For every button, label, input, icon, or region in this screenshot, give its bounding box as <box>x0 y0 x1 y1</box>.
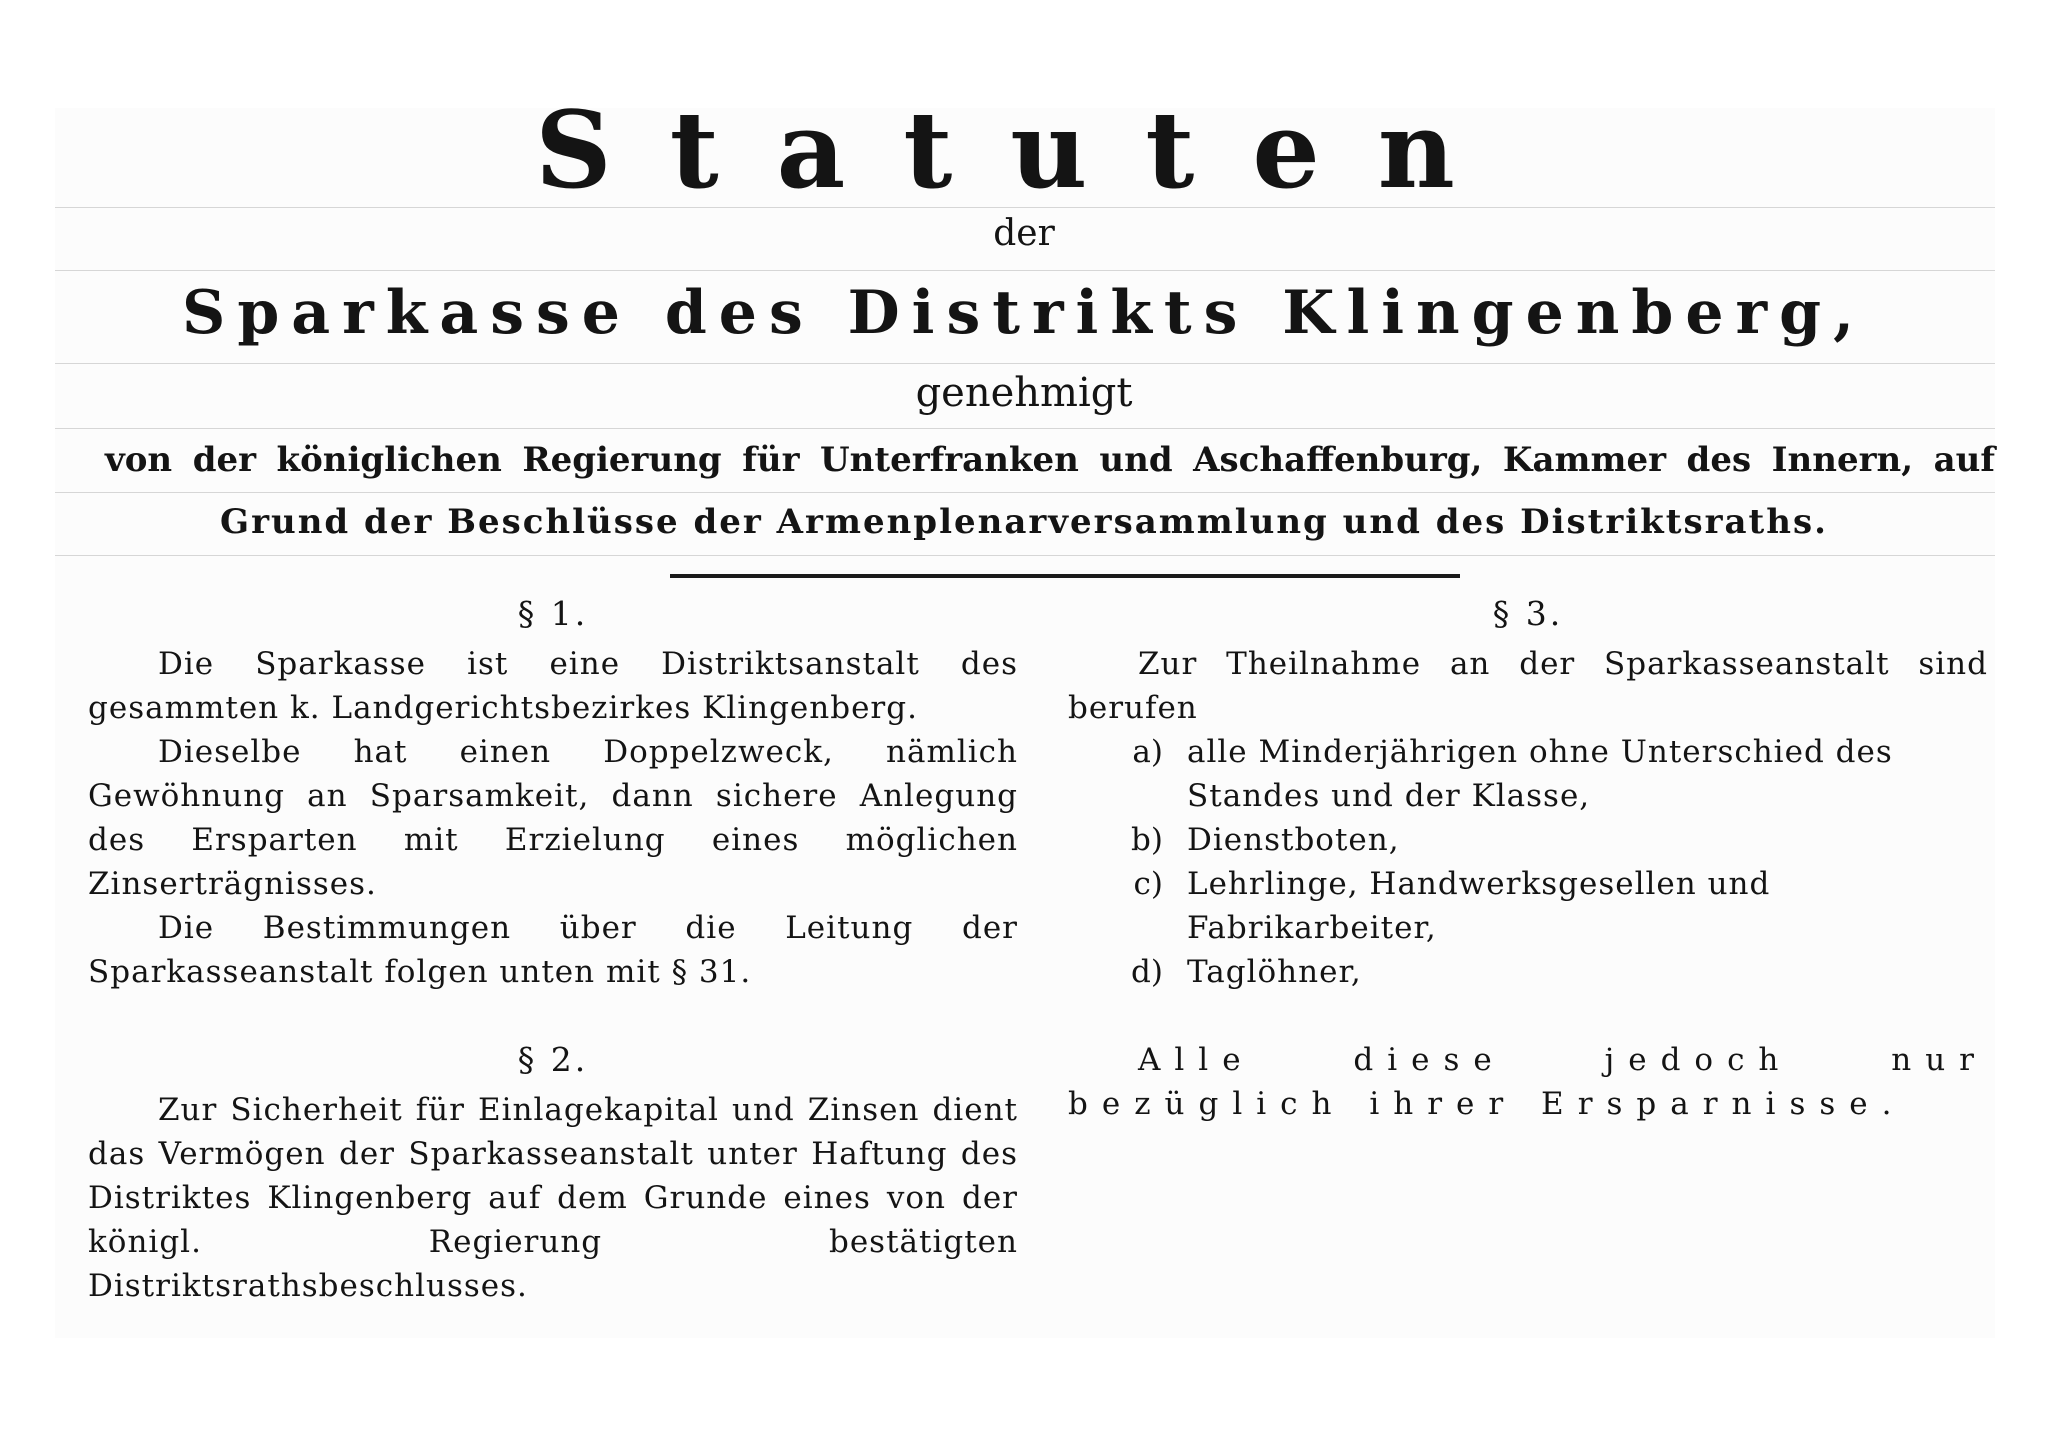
section-spacer <box>1068 994 1988 1038</box>
left-column <box>88 592 1018 1308</box>
section-2 <box>88 1038 1018 1308</box>
paragraph: Die Bestimmungen über die Leitung der Sparkasseanstalt folgen unten mit § 31. <box>88 910 1018 990</box>
paragraph: Zur Sicherheit für Einlagekapital und Zinsen dient das Vermögen der Sparkasseanstalt unter Haftung des Distriktes Klingenberg auf dem Grunde eines von der königl. Regierung bestätigten Distriktsrathsbeschlusses. <box>88 1092 1018 1304</box>
eligibility-list <box>1068 730 1988 994</box>
title-connector: der <box>993 213 1055 254</box>
closing-statement: Alle diese jedoch nur bezüglich ihrer Ersparnisse. <box>1068 1042 1988 1122</box>
approval-word: genehmigt <box>915 370 1133 416</box>
list-marker: a) <box>1132 734 1163 770</box>
section-heading: § 1. <box>517 594 589 633</box>
strip-divider <box>55 270 1995 271</box>
list-item <box>1068 950 1988 994</box>
paragraph: Die Sparkasse ist eine Distriktsanstalt des gesammten k. Landgerichtsbezirkes Klingenberg. <box>88 646 1018 726</box>
list-marker: b) <box>1131 822 1163 858</box>
list-item-text: Lehrlinge, Handwerksgesellen und Fabrikarbeiter, <box>1187 866 1771 946</box>
strip-divider <box>55 428 1995 429</box>
section-spacer <box>88 994 1018 1038</box>
list-item <box>1068 862 1988 950</box>
list-item-text: Taglöhner, <box>1187 954 1362 990</box>
list-marker: d) <box>1131 954 1163 990</box>
document-title: Statuten <box>535 87 1513 212</box>
section-1 <box>88 592 1018 994</box>
right-column <box>1068 592 1988 1126</box>
list-marker: c) <box>1133 866 1163 902</box>
strip-divider <box>55 555 1995 556</box>
section-heading: § 2. <box>517 1040 589 1079</box>
strip-divider <box>55 363 1995 364</box>
authority-line-1: von der königlichen Regierung für Unterfranken und Aschaffenburg, Kammer des Innern, auf <box>105 440 1995 480</box>
list-item-text: alle Minderjährigen ohne Unterschied des Standes und der Klasse, <box>1187 734 1893 814</box>
authority-line-2: Grund der Beschlüsse der Armenplenarversammlung und des Distriktsraths. <box>220 502 1828 542</box>
paragraph: Zur Theilnahme an der Sparkasseanstalt sind berufen <box>1068 646 1988 726</box>
list-item <box>1068 730 1988 818</box>
section-heading: § 3. <box>1492 594 1564 633</box>
section-3 <box>1068 592 1988 1126</box>
strip-divider <box>55 492 1995 493</box>
paragraph: Dieselbe hat einen Doppelzweck, nämlich Gewöhnung an Sparsamkeit, dann sichere Anlegung des Ersparten mit Erzielung eines möglichen Zinserträgnisses. <box>88 734 1018 902</box>
list-item <box>1068 818 1988 862</box>
list-item-text: Dienstboten, <box>1187 822 1400 858</box>
title-rule <box>670 574 1460 578</box>
institution-name: Sparkasse des Distrikts Klingenberg, <box>181 278 1866 348</box>
